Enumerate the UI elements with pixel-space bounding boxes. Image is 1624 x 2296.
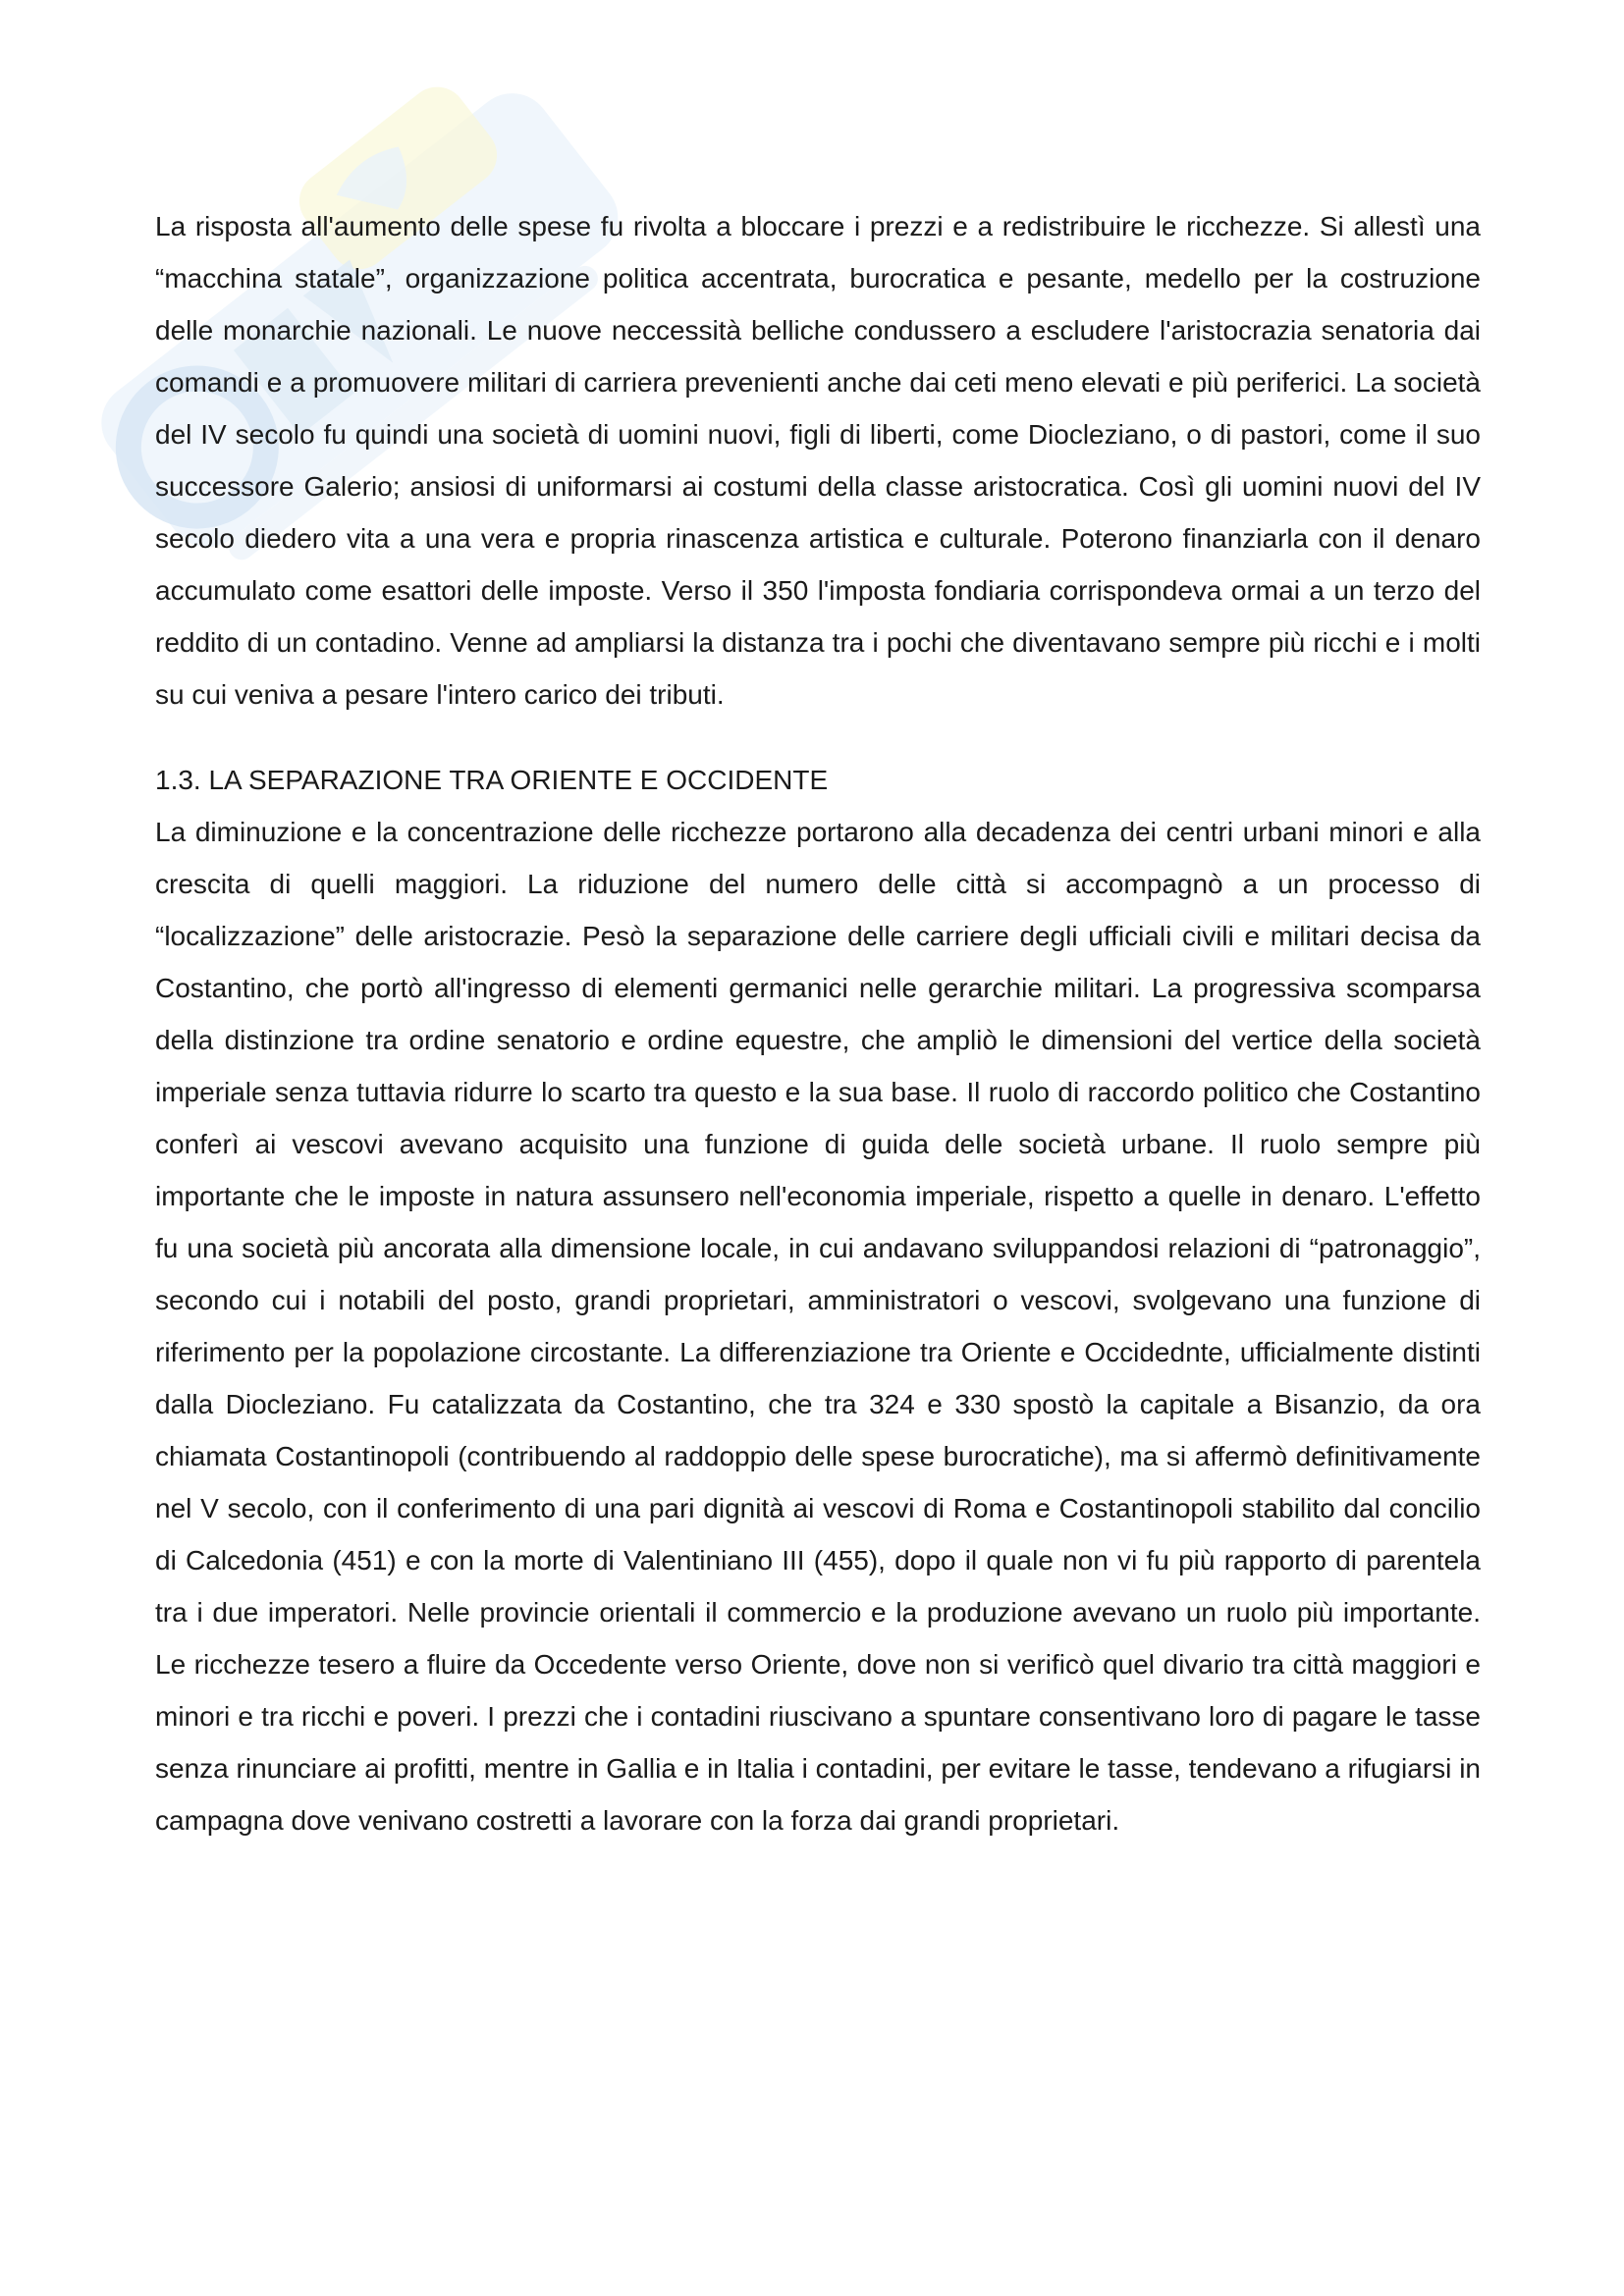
paragraph-intro: La risposta all'aumento delle spese fu rivolta a bloccare i prezzi e a redistribuire le ricchezze. Si allestì una “macchina statale”, organizzazione politica accentrata, burocratica e pesante, medello per la costruzione delle monarchie nazionali. Le nuove neccessità belliche condussero a escludere l'aristocrazia senatoria dai comandi e a promuovere militari di carriera prevenienti anche dai ceti meno elevati e più periferici. La società del IV secolo fu quindi una società di uomini nuovi, figli di liberti, come Diocleziano, o di pastori, come il suo successore Galerio; ansiosi di uniformarsi ai costumi della classe aristocratica. Così gli uomini nuovi del IV secolo diedero vita a una vera e propria rinascenza artistica e culturale. Poterono finanziarla con il denaro accumulato come esattori delle imposte. Verso il 350 l'imposta fondiaria corrispondeva ormai a un terzo del reddito di un contadino. Venne ad ampliarsi la distanza tra i pochi che diventavano sempre più ricchi e i molti su cui veniva a pesare l'intero carico dei tributi.: [155, 211, 1481, 710]
section-heading: 1.3. LA SEPARAZIONE TRA ORIENTE E OCCIDENTE: [155, 765, 829, 795]
paragraph-separation: La diminuzione e la concentrazione delle ricchezze portarono alla decadenza dei centri urbani minori e alla crescita di quelli maggiori. La riduzione del numero delle città si accompagnò a un processo di “localizzazione” delle aristocrazie. Pesò la separazione delle carriere degli ufficiali civili e militari decisa da Costantino, che portò all'ingresso di elementi germanici nelle gerarchie militari. La progressiva scomparsa della distinzione tra ordine senatorio e ordine equestre, che ampliò le dimensioni del vertice della società imperiale senza tuttavia ridurre lo scarto tra questo e la sua base. Il ruolo di raccordo politico che Costantino conferì ai vescovi avevano acquisito una funzione di guida delle società urbane. Il ruolo sempre più importante che le imposte in natura assunsero nell'economia imperiale, rispetto a quelle in denaro. L'effetto fu una società più ancorata alla dimensione locale, in cui andavano sviluppandosi relazioni di “patronaggio”, secondo cui i notabili del posto, grandi proprietari, amministratori o vescovi, svolgevano una funzione di riferimento per la popolazione circostante. La differenziazione tra Oriente e Occidednte, ufficialmente distinti dalla Diocleziano. Fu catalizzata da Costantino, che tra 324 e 330 spostò la capitale a Bisanzio, da ora chiamata Costantinopoli (contribuendo al raddoppio delle spese burocratiche), ma si affermò definitivamente nel V secolo, con il conferimento di una pari dignità ai vescovi di Roma e Costantinopoli stabilito dal concilio di Calcedonia (451) e con la morte di Valentiniano III (455), dopo il quale non vi fu più rapporto di parentela tra i due imperatori. Nelle provincie orientali il commercio e la produzione avevano un ruolo più importante. Le ricchezze tesero a fluire da Occedente verso Oriente, dove non si verificò quel divario tra città maggiori e minori e tra ricchi e poveri. I prezzi che i contadini riuscivano a spuntare consentivano loro di pagare le tasse senza rinunciare ai profitti, mentre in Gallia e in Italia i contadini, per evitare le tasse, tendevano a rifugiarsi in campagna dove venivano costretti a lavorare con la forza dai grandi proprietari.: [155, 817, 1481, 1836]
document-body: [155, 200, 1481, 1846]
